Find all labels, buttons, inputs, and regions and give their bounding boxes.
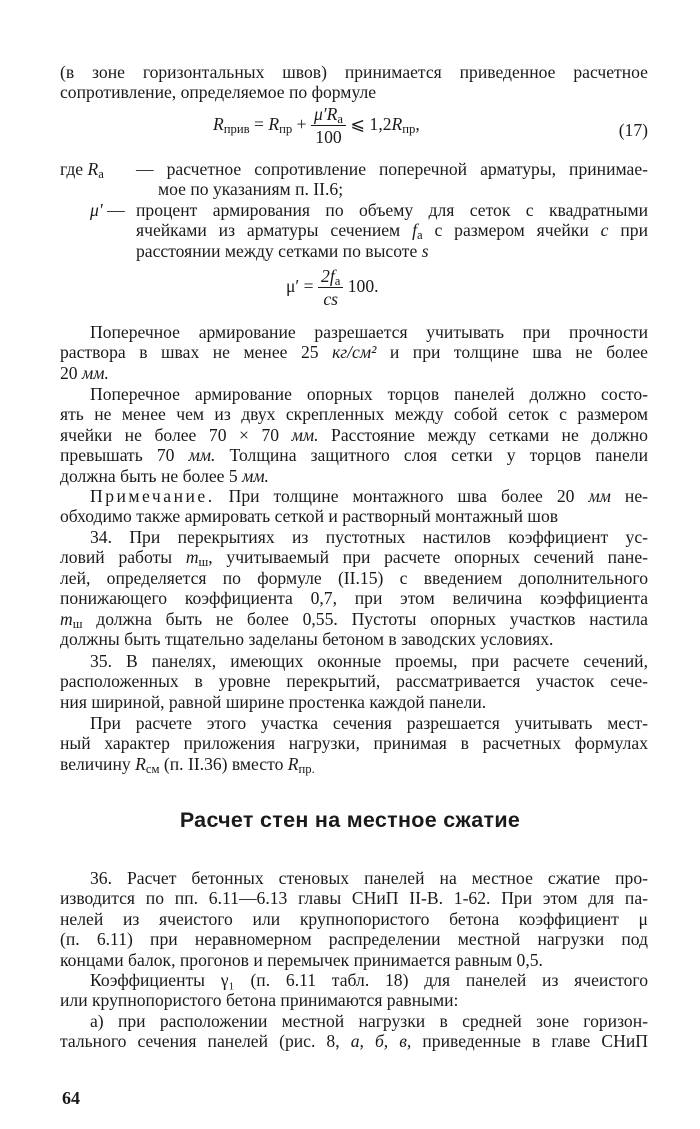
unit: мм.: [242, 465, 269, 486]
definition-ra: [60, 159, 648, 200]
subscript: а: [98, 167, 104, 181]
text-line: а) при расположении местной нагрузки в средней зоне горизон-: [90, 1011, 648, 1031]
paragraph-35: [60, 651, 648, 712]
section-heading: Расчет стен на местное сжатие: [179, 808, 521, 832]
unit: мм.: [291, 424, 319, 445]
equation-number: (17): [618, 120, 648, 140]
numerator: [311, 104, 346, 126]
text-line: ния шириной, равной ширине простенка каждой панели.: [60, 691, 487, 712]
unit: мм.: [82, 362, 109, 383]
note-paragraph: [60, 486, 648, 527]
dash: —: [136, 159, 167, 179]
text: ячейками из арматуры сечением: [136, 220, 413, 241]
subscript: ш: [198, 555, 209, 570]
text-line: Коэффициенты γ₁ (п. 6.11 табл. 18) для панелей из ячеистого: [90, 970, 648, 990]
text-line: [60, 342, 648, 362]
symbol: R: [213, 113, 224, 134]
figure-ref: а, б, в,: [350, 1031, 412, 1052]
dash: —: [102, 199, 125, 220]
operator: =: [249, 113, 269, 134]
definitions: [60, 159, 648, 261]
text-line: нелей из ячеистого или крупнопористого бетона коэффициент μ: [60, 908, 648, 929]
text-line: [60, 609, 648, 629]
text: (п. II.36) вместо: [159, 753, 288, 774]
text-line: Поперечное армирование разрешается учитывать при прочности: [90, 322, 648, 342]
symbol: s: [421, 240, 429, 261]
fraction: [318, 266, 343, 310]
text-line: изводится по пп. 6.11—6.13 главы СНиП II-В. 1-62. При этом для па-: [60, 888, 648, 909]
paragraph-35-continued: [60, 713, 648, 774]
symbol: f: [412, 220, 417, 241]
text-line: 34. При перекрытиях из пустотных настилов коэффициент ус-: [90, 527, 648, 547]
text-line: расположенных в уровне перекрытий, рассматривается участок сече-: [60, 671, 648, 692]
text-line: [60, 486, 648, 506]
text-line: При расчете этого участка сечения разрешается учитывать мест-: [90, 713, 648, 733]
text-line: [60, 425, 648, 445]
text-line: [136, 220, 648, 243]
text: 20: [60, 362, 82, 383]
text-line: лей, определяется по формуле (II.15) с введением дополнительного: [60, 567, 648, 588]
paragraph-34: [60, 527, 648, 649]
subscript: а: [334, 274, 341, 288]
text-line: ять не менее чем из двух скрепленных между собой сеток с размером: [60, 404, 648, 425]
symbol: R: [287, 753, 299, 774]
punctuation: ,: [415, 113, 420, 134]
definition-symbol: [60, 200, 136, 261]
note-label: Примечание.: [90, 486, 215, 506]
subscript: прив: [223, 121, 250, 136]
text-line: [60, 754, 648, 774]
symbol: m: [60, 608, 73, 629]
text-line: [136, 241, 648, 261]
operator: 100.: [343, 275, 379, 296]
text: расстоянии между сетками по высоте: [136, 240, 422, 261]
symbol: μ′R: [313, 104, 338, 124]
text: раствора в швах не менее 25: [60, 342, 333, 363]
text-line: [60, 547, 648, 570]
text-line: мое по указаниям п. II.6;: [158, 179, 344, 200]
text: приведенные в главе СНиП: [411, 1031, 648, 1052]
text: не-: [610, 486, 649, 506]
formula-17: [213, 104, 420, 148]
intro-paragraph: [60, 62, 648, 103]
symbol: μ′: [90, 199, 103, 220]
text: ячейки не более 70 × 70: [60, 424, 292, 445]
text: Толщина защитного слоя сетки у торцов панели: [215, 445, 648, 466]
text-line: [60, 445, 648, 465]
paragraph-transverse-1: [60, 322, 648, 383]
text-line: обходимо также армировать сеткой и растворный монтажный шов: [60, 506, 559, 527]
page-number: 64: [62, 1088, 80, 1108]
symbol: 2f: [321, 266, 335, 286]
paragraph-36: [60, 868, 648, 970]
definition-mu: [60, 200, 648, 261]
text-line: должны быть тщательно заделаны бетоном в заводских условиях.: [60, 629, 554, 650]
text-line: [60, 1031, 648, 1051]
unit: мм.: [188, 445, 216, 466]
symbol: μ′ =: [286, 275, 319, 296]
unit: кг/см²: [332, 342, 377, 363]
text-line: (в зоне горизонтальных швов) принимается приведенное расчетное: [60, 62, 648, 82]
subscript: см: [145, 761, 160, 776]
text-line: [60, 363, 648, 383]
text-line: [136, 159, 648, 179]
text: должна быть не более 0,55. Пустоты опорных участков настила: [82, 608, 648, 629]
subscript: а: [416, 228, 423, 243]
text: тального сечения панелей (рис. 8,: [60, 1031, 351, 1052]
fraction: [311, 104, 346, 148]
symbol: R: [268, 113, 280, 134]
symbol: R: [135, 753, 146, 774]
operator: +: [292, 113, 311, 134]
text: при: [608, 220, 648, 241]
text-line: или крупнопористого бетона принимаются равными:: [60, 990, 459, 1011]
text-line: сопротивление, определяемое по формуле: [60, 82, 377, 103]
text-line: 35. В панелях, имеющих оконные проемы, при расчете сечений,: [90, 651, 648, 671]
symbol: R: [391, 113, 403, 134]
text-line: концами балок, прогонов и перемычек принимается равным 0,5.: [60, 949, 543, 970]
symbol: m: [185, 547, 199, 568]
text-line: ный характер приложения нагрузки, принимая в расчетных формулах: [60, 733, 648, 754]
symbol: c: [600, 220, 609, 241]
text: должна быть не более 5: [60, 465, 243, 486]
text: Расстояние между сетками не должно: [318, 424, 648, 445]
text: величину: [60, 753, 136, 774]
denominator: 100: [315, 127, 342, 148]
subscript: пр: [402, 121, 416, 136]
text: При толщине монтажного шва более 20: [214, 486, 589, 506]
definition-symbol: [60, 159, 136, 200]
definition-text: [136, 200, 648, 261]
text-line: (п. 6.11) при неравномерном распределении местной нагрузки под: [60, 929, 648, 950]
text-line: процент армирования по объему для сеток с квадратными: [136, 199, 648, 220]
subscript: а: [337, 112, 343, 126]
unit: мм: [588, 486, 611, 506]
text-line: Поперечное армирование опорных торцов панелей должно состо-: [90, 384, 648, 404]
definition-text: [136, 159, 648, 200]
symbol: R: [87, 159, 99, 179]
text-line: понижающего коэффициента 0,7, при этом величина коэффициента: [60, 588, 648, 609]
denominator: cs: [323, 289, 338, 310]
text: расчетное сопротивление поперечной арматуры, принимае-: [166, 159, 648, 179]
text: ловий работы: [60, 547, 186, 568]
list-item-a: [60, 1011, 648, 1052]
subscript: пр: [279, 121, 293, 136]
text-line: [60, 466, 648, 486]
operator: ⩽ 1,2: [346, 113, 392, 134]
formula-mu: [286, 266, 379, 310]
paragraph-transverse-2: [60, 384, 648, 486]
text-line: 36. Расчет бетонных стеновых панелей на местное сжатие про-: [90, 868, 648, 888]
text: , учитываемый при расчете опорных сечений пане-: [208, 547, 648, 568]
text: превышать 70: [60, 445, 189, 466]
text: с размером ячейки: [422, 220, 601, 241]
paragraph-gamma: [60, 970, 648, 1011]
word: где: [60, 159, 84, 179]
subscript: пр.: [298, 761, 315, 776]
subscript: ш: [72, 616, 83, 631]
text: и при толщине шва не более: [376, 342, 648, 363]
numerator: [318, 266, 343, 288]
